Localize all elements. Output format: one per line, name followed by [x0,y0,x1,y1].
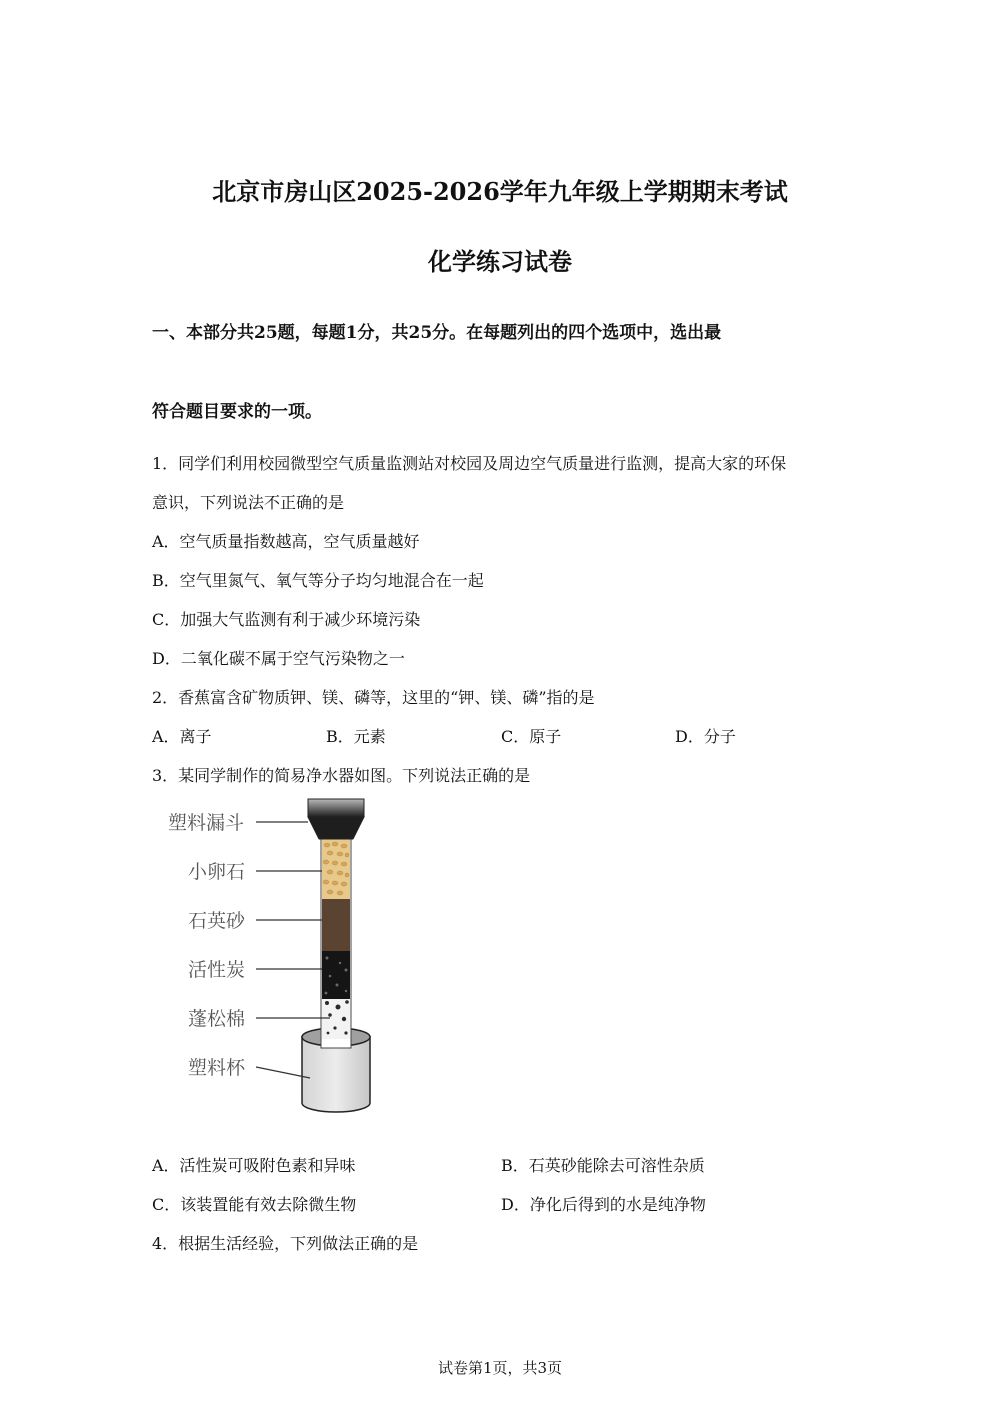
question-1-option-b[interactable]: B．空气里氮气、氧气等分子均匀地混合在一起 [152,571,484,590]
question-3-option-a[interactable]: A．活性炭可吸附色素和异味 [152,1156,356,1175]
question-1-option-c[interactable]: C．加强大气监测有利于减少环境污染 [152,610,421,629]
water-purifier-figure [160,795,400,1120]
question-2-stem: 2．香蕉富含矿物质钾、镁、磷等，这里的“钾、镁、磷”指的是 [152,688,595,707]
question-3-stem: 3．某同学制作的简易净水器如图。下列说法正确的是 [152,766,531,785]
label-quartz-sand: 石英砂 [188,910,246,932]
label-cotton: 蓬松棉 [188,1008,246,1030]
question-2-option-c[interactable]: C．原子 [501,727,562,746]
question-3-option-d[interactable]: D．净化后得到的水是纯净物 [501,1195,706,1214]
exam-subtitle: 化学练习试卷 [428,247,572,276]
question-4-stem: 4．根据生活经验，下列做法正确的是 [152,1234,419,1253]
question-1-option-a[interactable]: A．空气质量指数越高，空气质量越好 [152,532,420,551]
question-2-option-d[interactable]: D．分子 [675,727,736,746]
question-1-option-d[interactable]: D．二氧化碳不属于空气污染物之一 [152,649,405,668]
section-heading: 一、本部分共25题，每题1分，共25分。在每题列出的四个选项中，选出最 [152,323,722,343]
page-footer: 试卷第1页，共3页 [437,1359,563,1377]
question-2-option-a[interactable]: A．离子 [152,727,212,746]
plastic-funnel [308,799,364,839]
question-3-option-c[interactable]: C．该装置能有效去除微生物 [152,1195,357,1214]
question-1-stem: 1．同学们利用校园微型空气质量监测站对校园及周边空气质量进行监测，提高大家的环保 [152,454,787,473]
question-1-stem-cont: 意识，下列说法不正确的是 [152,493,345,512]
question-3-option-b[interactable]: B．石英砂能除去可溶性杂质 [501,1156,705,1175]
label-funnel: 塑料漏斗 [168,812,245,834]
section-heading-cont: 符合题目要求的一项。 [152,402,322,422]
question-2-option-b[interactable]: B．元素 [326,727,386,746]
label-cup: 塑料杯 [188,1057,246,1079]
label-pebbles: 小卵石 [188,861,246,883]
filter-column [321,835,351,1048]
exam-title: 北京市房山区2025-2026学年九年级上学期期末考试 [212,177,788,206]
label-activated-carbon: 活性炭 [188,959,246,981]
